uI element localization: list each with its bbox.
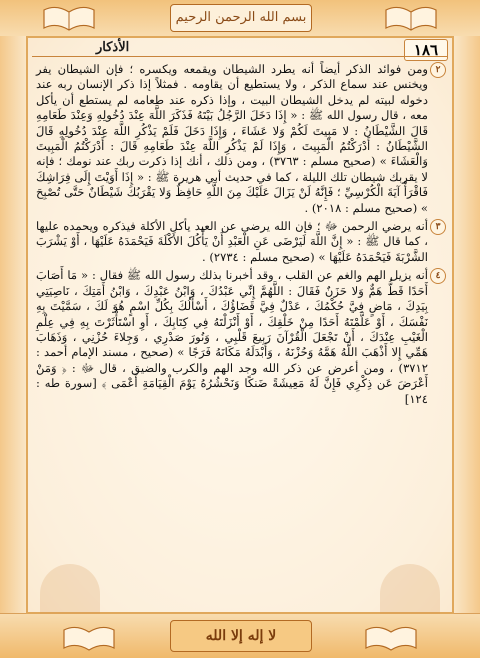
paragraph — [36, 219, 444, 265]
paragraph-text: ومن فوائد الذكر أيضاً أنه يطرد الشيطان ويقمعه ويكسره ؛ فإن الشيطان يفر ويخنس عند سماع الذكر ، ولا يستطيع أن يقاومه . فمثلاً إذا ذكر الإنسان ربه عند دخوله لبيته لم يدخل الشيطان البيت ، وإذا ذكره عند طعامه لم يستطع أن يأكل معه ، قال رسول الله ﷺ : « إِذَا دَخَلَ الرَّجُلُ بَيْتَهُ فَذَكَرَ اللَّهَ عِنْدَ دُخُولِهِ وَعِنْدَ طَعَامِهِ قَالَ الشَّيْطَانُ : لا مَبِيتَ لَكُمْ وَلا عَشَاءَ ، وَإِذَا دَخَلَ فَلَمْ يَذْكُرِ اللَّهَ عِنْدَ دُخُولِهِ قَالَ الشَّيْطَانُ : أَدْرَكْتُمُ الْمَبِيتَ ، وَإِذَا لَمْ يَذْكُرِ اللَّهَ عِنْدَ طَعَامِهِ قَالَ : أَدْرَكْتُمُ الْمَبِيتَ وَالْعَشَاءَ » (صحيح مسلم : ٣٧٦٣) ، ومن ذلك ، أنك إذا ذكرت ربك عند نومك ؛ فإنه لا يقربك شيطان تلك الليلة ، كما في حديث أبي هريرة ﷺ : « إِذَا أَوَيْتَ إِلَى فِرَاشِكَ فَاقْرَأْ آيَةَ الْكُرْسِيِّ ؛ فَإِنَّهُ لَنْ يَزَالَ عَلَيْكَ مِنَ اللَّهِ حَافِظٌ وَلا يَقْرَبُكَ شَيْطَانٌ حَتَّى تُصْبِحَ » (صحيح مسلم : ٢٠١٨) . — [36, 62, 428, 215]
right-ornament — [454, 36, 480, 614]
main-text — [36, 62, 444, 410]
header-divider — [32, 56, 448, 57]
left-ornament — [0, 36, 26, 614]
page-number: ١٨٦ — [404, 39, 448, 61]
paragraph-text: أنه يرضي الرحمن ﷻ ؛ فإن الله يرضى عن العبد يأكل الأكلة فيذكره ويحمده عليها ، كما قال ﷺ : « إِنَّ اللَّهَ لَيَرْضَى عَنِ الْعَبْدِ أَنْ يَأْكُلَ الأَكْلَةَ فَيَحْمَدَهُ عَلَيْهَا ، أَوْ يَشْرَبَ الشَّرْبَةَ فَيَحْمَدَهُ عَلَيْهَا » (صحيح مسلم : ٢٧٣٤) . — [36, 219, 428, 264]
section-title: الأذكار — [96, 40, 130, 55]
paragraph-marker: ٤ — [430, 268, 446, 284]
paragraph-marker: ٣ — [430, 219, 446, 235]
paragraph-text: أنه يزيل الهم والغم عن القلب ، وقد أخبرنا بذلك رسول الله ﷺ فقال : « مَا أَصَابَ أَحَدًا قَطُّ هَمٌّ وَلا حَزَنٌ فَقَالَ : اللَّهُمَّ إِنِّي عَبْدُكَ ، وَابْنُ عَبْدِكَ ، وَابْنُ أَمَتِكَ ، نَاصِيَتِي بِيَدِكَ ، مَاضٍ فِيَّ حُكْمُكَ ، عَدْلٌ فِيَّ قَضَاؤُكَ ، أَسْأَلُكَ بِكُلِّ اسْمٍ هُوَ لَكَ ، سَمَّيْتَ بِهِ نَفْسَكَ ، أَوْ عَلَّمْتَهُ أَحَدًا مِنْ خَلْقِكَ ، أَوْ أَنْزَلْتَهُ فِي كِتَابِكَ ، أَوِ اسْتَأْثَرْتَ بِهِ فِي عِلْمِ الْغَيْبِ عِنْدَكَ ، أَنْ تَجْعَلَ الْقُرْآنَ رَبِيعَ قَلْبِي ، وَنُورَ صَدْرِي ، وَجِلاءَ حُزْنِي ، وَذَهَابَ هَمِّي إِلا أَذْهَبَ اللَّهُ هَمَّهُ وَحُزْنَهُ ، وَأَبْدَلَهُ مَكَانَهُ فَرَجًا » (صحيح ، مسند الإمام أحمد : ٣٧١٢) ، ومن أعرض عن ذكر الله وجد الهم والكرب والضيق ، قال ﷻ : ﴿ وَمَنْ أَعْرَضَ عَن ذِكْرِي فَإِنَّ لَهُ مَعِيشَةً ضَنكًا وَنَحْشُرُهُ يَوْمَ الْقِيَامَةِ أَعْمَى ﴾ [سورة طه : ١٢٤] — [36, 268, 428, 406]
paragraph — [36, 62, 444, 216]
open-book-icon — [362, 622, 420, 652]
footer-calligraphy: لا إله إلا الله — [170, 620, 312, 652]
paragraph-marker: ٢ — [430, 62, 446, 78]
basmala-header: بسم الله الرحمن الرحيم — [170, 4, 312, 32]
open-book-icon — [40, 2, 98, 32]
open-book-icon — [60, 622, 118, 652]
open-book-icon — [382, 2, 440, 32]
paragraph — [36, 268, 444, 407]
